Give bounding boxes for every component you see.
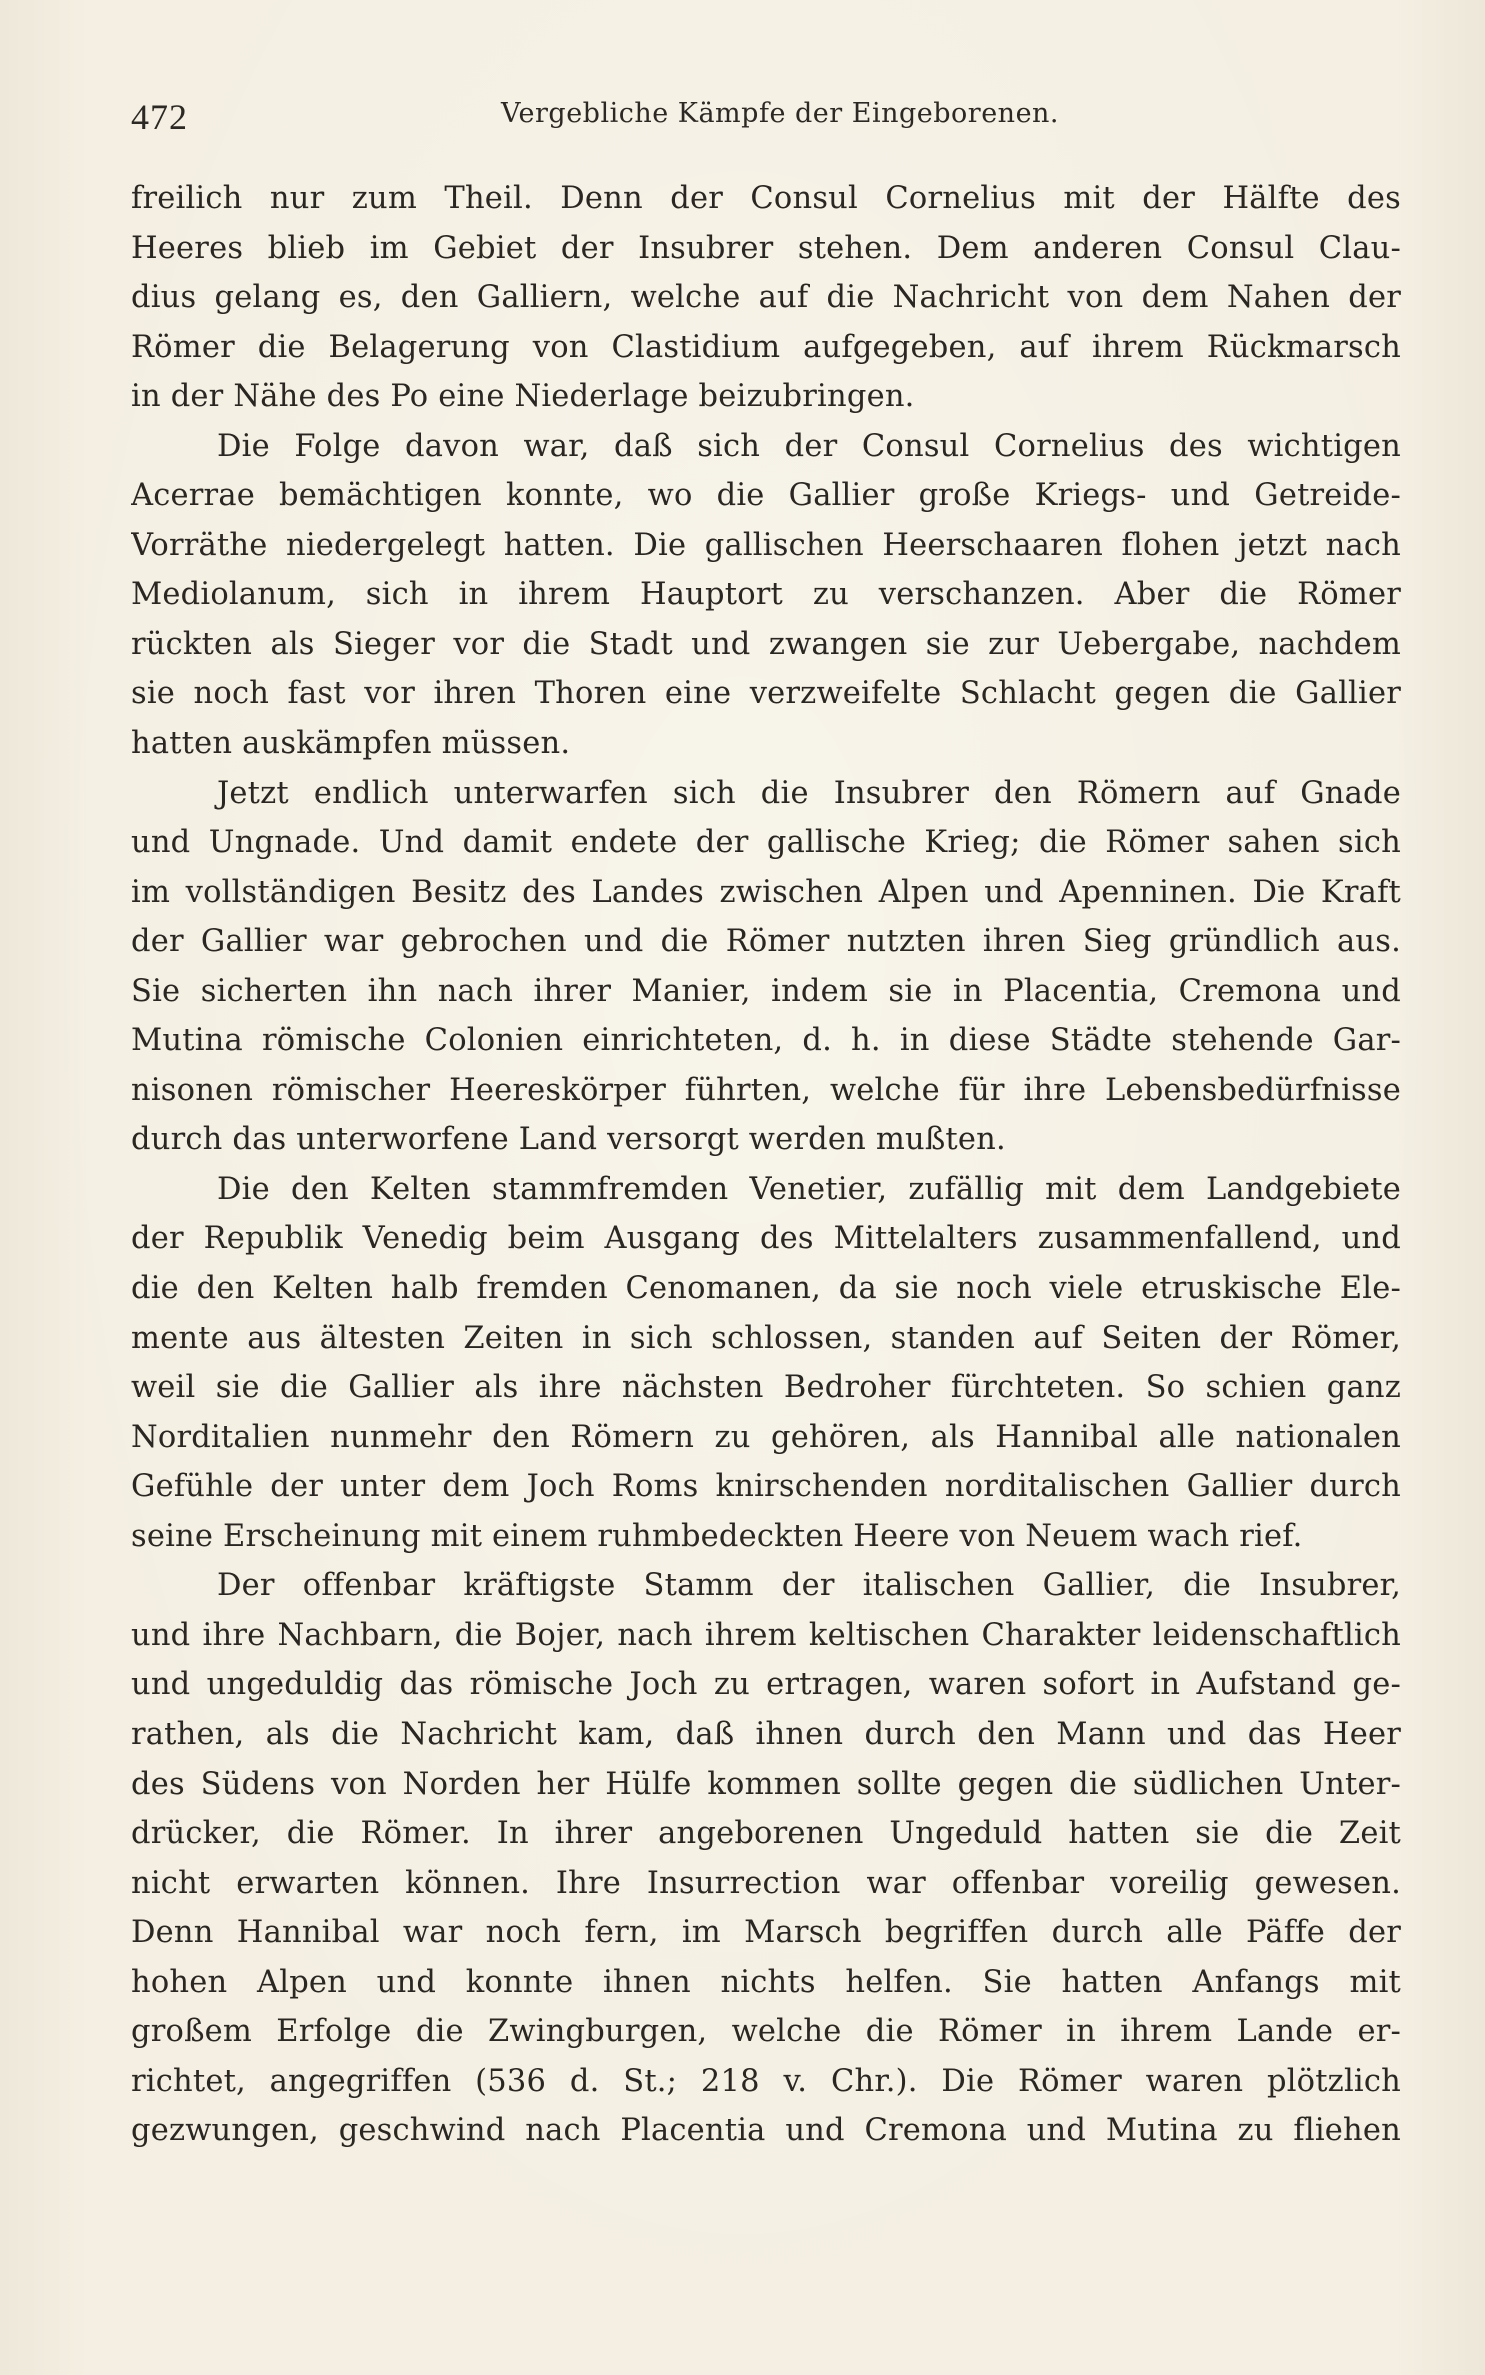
- text-line: Mediolanum, sich in ihrem Hauptort zu verschanzen. Aber die Römer: [131, 577, 1401, 613]
- text-line: Jetzt endlich unterwarfen sich die Insubrer den Römern auf Gnade: [217, 775, 1401, 811]
- running-head: Vergebliche Kämpfe der Eingeborenen.: [501, 98, 1060, 129]
- text-line: Römer die Belagerung von Clastidium aufgegeben, auf ihrem Rückmarsch: [131, 329, 1401, 365]
- text-line: die den Kelten halb fremden Cenomanen, da sie noch viele etruskische Ele-: [131, 1271, 1401, 1307]
- text-line: und Ungnade. Und damit endete der gallische Krieg; die Römer sahen sich: [131, 825, 1401, 861]
- text-line: in der Nähe des Po eine Niederlage beizubringen.: [131, 379, 915, 415]
- text-line: Vorräthe niedergelegt hatten. Die gallischen Heerschaaren flohen jetzt nach: [131, 527, 1401, 563]
- text-line: rathen, als die Nachricht kam, daß ihnen durch den Mann und das Heer: [131, 1716, 1401, 1752]
- text-line: nicht erwarten können. Ihre Insurrection war offenbar voreilig gewesen.: [131, 1865, 1401, 1901]
- text-line: Die Folge davon war, daß sich der Consul Cornelius des wichtigen: [217, 428, 1401, 464]
- text-line: sie noch fast vor ihren Thoren eine verzweifelte Schlacht gegen die Gallier: [131, 676, 1401, 712]
- text-line: Norditalien nunmehr den Römern zu gehören, als Hannibal alle nationalen: [131, 1419, 1401, 1455]
- text-line: rückten als Sieger vor die Stadt und zwangen sie zur Uebergabe, nachdem: [131, 626, 1401, 662]
- text-line: Der offenbar kräftigste Stamm der italischen Gallier, die Insubrer,: [217, 1568, 1401, 1604]
- body-text: [131, 174, 1401, 2156]
- text-line: dius gelang es, den Galliern, welche auf die Nachricht von dem Nahen der: [131, 280, 1401, 316]
- text-line: richtet, angegriffen (536 d. St.; 218 v. Chr.). Die Römer waren plötzlich: [131, 2063, 1401, 2099]
- text-line: gezwungen, geschwind nach Placentia und Cremona und Mutina zu fliehen: [131, 2113, 1401, 2149]
- page-header: [131, 96, 1401, 146]
- text-line: freilich nur zum Theil. Denn der Consul Cornelius mit der Hälfte des: [131, 181, 1401, 216]
- text-line: der Republik Venedig beim Ausgang des Mittelalters zusammenfallend, und: [131, 1221, 1401, 1257]
- text-line: Gefühle der unter dem Joch Roms knirschenden norditalischen Gallier durch: [131, 1469, 1401, 1505]
- text-line: hohen Alpen und konnte ihnen nichts helfen. Sie hatten Anfangs mit: [131, 1964, 1401, 2000]
- text-line: seine Erscheinung mit einem ruhmbedeckten Heere von Neuem wach rief.: [131, 1518, 1303, 1554]
- text-line: der Gallier war gebrochen und die Römer nutzten ihren Sieg gründlich aus.: [131, 924, 1401, 960]
- text-line: durch das unterworfene Land versorgt werden mußten.: [131, 1122, 1006, 1158]
- text-line: Mutina römische Colonien einrichteten, d. h. in diese Städte stehende Gar-: [131, 1023, 1401, 1059]
- text-line: im vollständigen Besitz des Landes zwischen Alpen und Apenninen. Die Kraft: [131, 874, 1401, 910]
- text-line: und ihre Nachbarn, die Bojer, nach ihrem keltischen Charakter leidenschaftlich: [131, 1617, 1401, 1653]
- text-line: Sie sicherten ihn nach ihrer Manier, indem sie in Placentia, Cremona und: [131, 973, 1401, 1009]
- text-line: drücker, die Römer. In ihrer angeborenen Ungeduld hatten sie die Zeit: [131, 1816, 1401, 1852]
- text-line: und ungeduldig das römische Joch zu ertragen, waren sofort in Aufstand ge-: [131, 1667, 1401, 1703]
- text-line: Acerrae bemächtigen konnte, wo die Gallier große Kriegs- und Getreide-: [131, 478, 1401, 514]
- text-line: nisonen römischer Heereskörper führten, welche für ihre Lebensbedürfnisse: [131, 1072, 1401, 1108]
- text-line: Die den Kelten stammfremden Venetier, zufällig mit dem Landgebiete: [217, 1171, 1401, 1207]
- text-line: hatten auskämpfen müssen.: [131, 726, 571, 762]
- text-line: Denn Hannibal war noch fern, im Marsch begriffen durch alle Päffe der: [131, 1915, 1401, 1951]
- text-line: mente aus ältesten Zeiten in sich schlossen, standen auf Seiten der Römer,: [131, 1320, 1401, 1356]
- page-number: 472: [131, 97, 188, 137]
- text-line: des Südens von Norden her Hülfe kommen sollte gegen die südlichen Unter-: [131, 1766, 1401, 1802]
- text-line: weil sie die Gallier als ihre nächsten Bedroher fürchteten. So schien ganz: [131, 1370, 1401, 1406]
- text-line: Heeres blieb im Gebiet der Insubrer stehen. Dem anderen Consul Clau-: [131, 230, 1401, 266]
- text-line: großem Erfolge die Zwingburgen, welche die Römer in ihrem Lande er-: [131, 2014, 1401, 2050]
